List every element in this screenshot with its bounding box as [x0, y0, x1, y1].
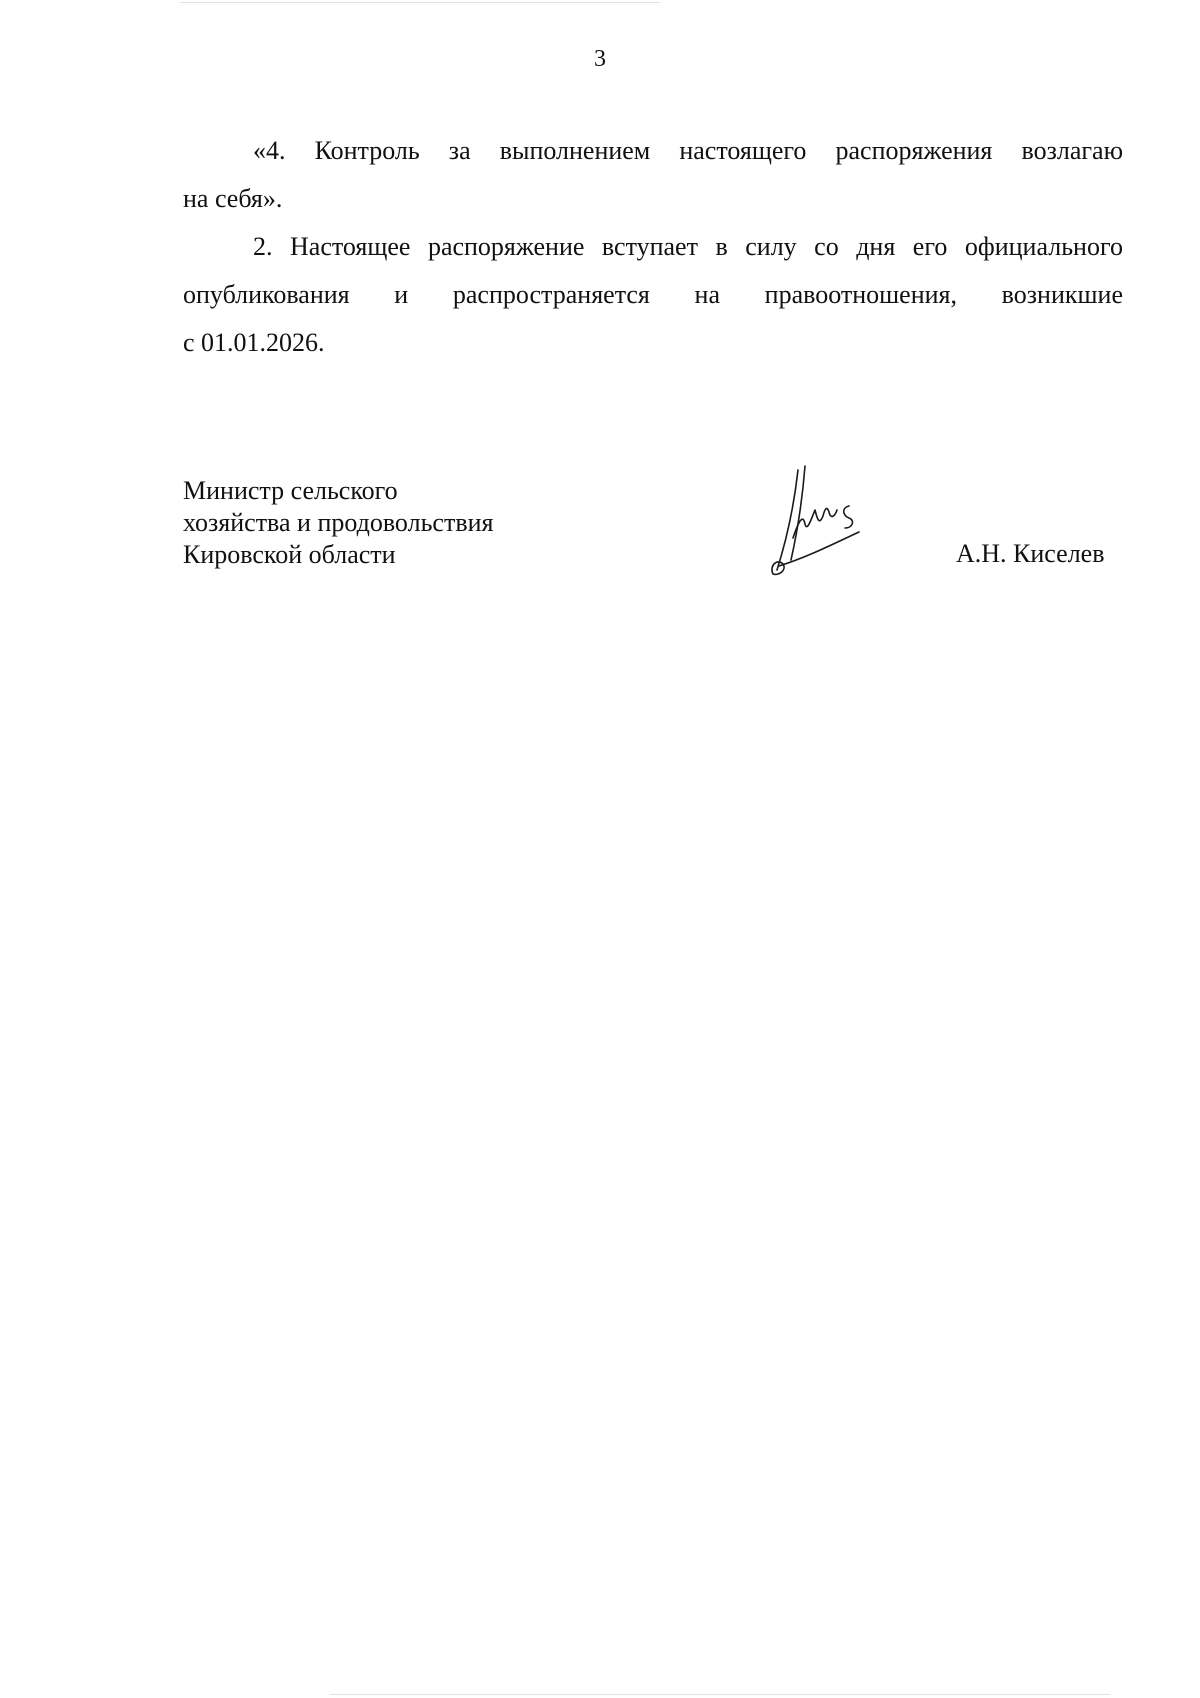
- paragraph-control-clause: [183, 127, 1123, 223]
- signer-position: [183, 475, 493, 571]
- scan-artifact-bottom: [330, 1694, 1110, 1695]
- signer-name: А.Н. Киселев: [956, 539, 1105, 568]
- scan-artifact-top: [180, 2, 660, 3]
- paragraph-line: «4. Контроль за выполнением настоящего распоряжения возлагаю: [253, 136, 1123, 165]
- paragraph-line: опубликования и распространяется на правоотношения, возникшие: [183, 280, 1123, 309]
- page-number: 3: [594, 46, 606, 72]
- signer-position-line: Министр сельского: [183, 476, 398, 505]
- paragraph-line: с 01.01.2026.: [183, 328, 325, 357]
- document-body: [183, 127, 1123, 367]
- signer-position-line: хозяйства и продовольствия: [183, 508, 494, 537]
- signer-position-line: Кировской области: [183, 540, 396, 569]
- paragraph-effective-date: [183, 223, 1123, 367]
- handwritten-signature: [765, 462, 870, 582]
- paragraph-line: на себя».: [183, 184, 283, 213]
- paragraph-line: 2. Настоящее распоряжение вступает в силу со дня его официального: [253, 232, 1123, 261]
